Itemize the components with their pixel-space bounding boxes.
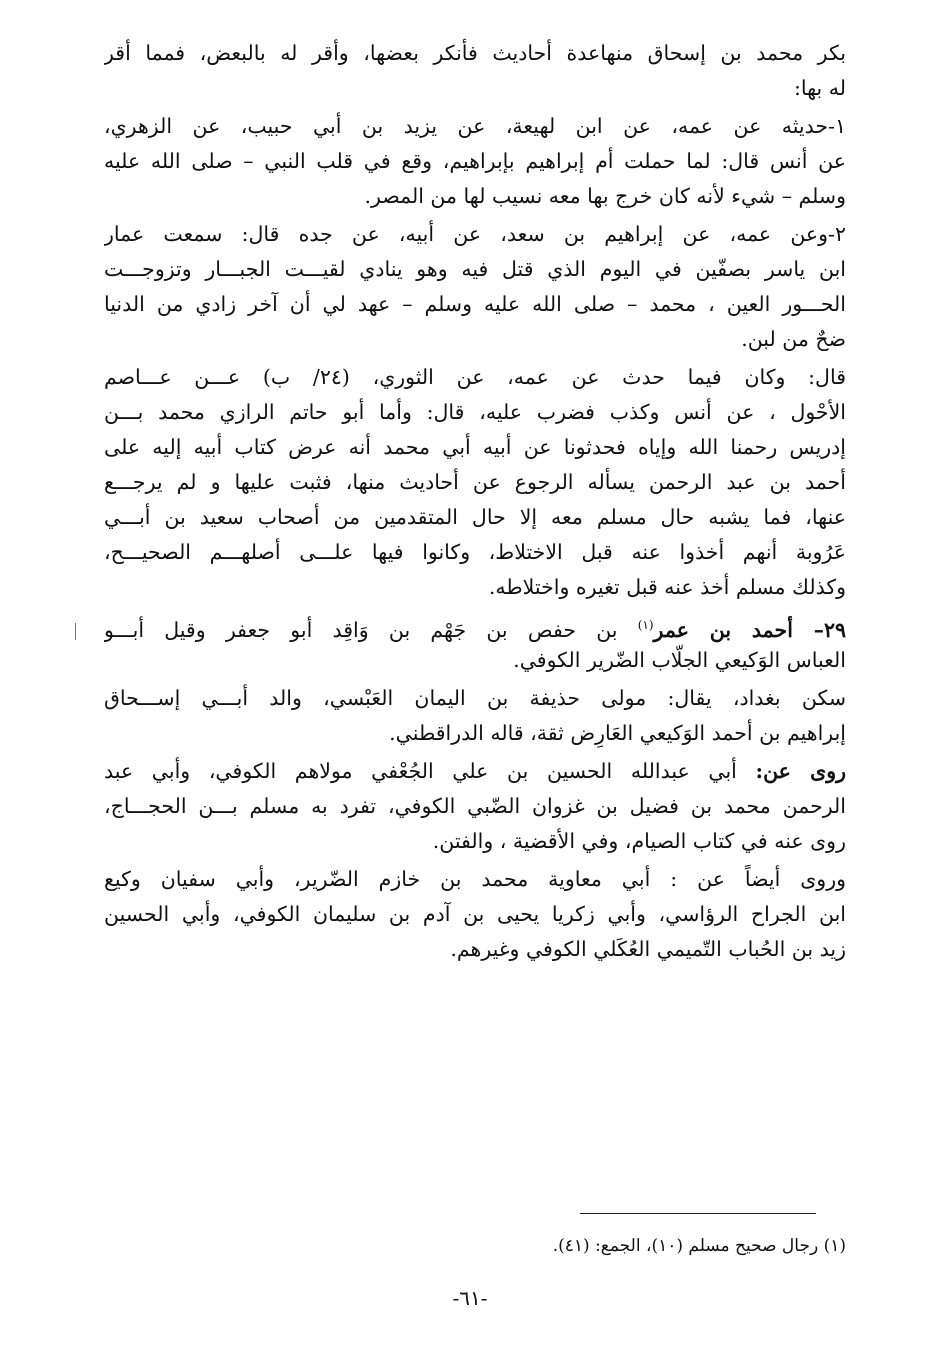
text-line — [104, 643, 846, 678]
text-line — [104, 932, 846, 967]
text-line — [104, 465, 846, 500]
page-number: -٦١- — [452, 1286, 488, 1310]
line-text: عَرُوبة أنهم أخذوا عنه قبل الاختلاط، وكانوا فيها علـــى أصلهـــم الصحيـــح، — [104, 540, 846, 564]
text-line — [104, 681, 846, 716]
line-text: الرحمن محمد بن فضيل بن غزوان الضّبي الكوفي، تفرد به مسلم بـــن الحجـــاج، — [104, 794, 846, 818]
line-text: ١-حديثه عن عمه، عن ابن لهيعة، عن يزيد بن أبي حبيب، عن الزهري، — [104, 114, 846, 138]
line-text: الحـــور العين ، محمد – صلى الله عليه وسلم – عهد لي أن آخر زادي من الدنيا — [104, 292, 846, 316]
text-line — [104, 36, 846, 71]
line-text: ابن ياسر بصفّين في اليوم الذي قتل فيه وهو ينادي لقيـــت الجبـــار وتزوجـــت — [104, 257, 846, 281]
line-text: ابن الجراح الرؤاسي، وأبي زكريا يحيى بن آدم بن سليمان الكوفي، وأبي الحسين — [104, 902, 846, 926]
entry-heading: ٢٩– أحمد بن عمر — [653, 617, 846, 642]
text-line — [104, 789, 846, 824]
text-line — [104, 897, 846, 932]
line-text: سكن بغداد، يقال: مولى حذيفة بن اليمان العَبْسي، والد أبـــي إســـحاق — [104, 686, 846, 710]
line-text: وسلم – شيء لأنه كان خرج بها معه نسيب لها من المصر. — [364, 184, 846, 208]
text-line — [104, 754, 846, 789]
line-text: العباس الوَكيعي الجلّاب الضّرير الكوفي. — [513, 648, 846, 672]
text-line — [104, 608, 846, 643]
text-line — [104, 360, 846, 395]
text-line — [104, 824, 846, 859]
text-line — [104, 535, 846, 570]
text-line — [104, 862, 846, 897]
text-line — [104, 179, 846, 214]
line-text: أبي عبدالله الحسين بن علي الجُعْفي مولاهم الكوفي، وأبي عبد — [104, 759, 756, 783]
line-text: روى عنه في كتاب الصيام، وفي الأقضية ، والفتن. — [432, 829, 846, 853]
line-text: عن أنس قال: لما حملت أم إبراهيم بإبراهيم، وقع في قلب النبي – صلى الله عليه — [104, 149, 846, 173]
line-text: الأحْول ، عن أنس وكذب فضرب عليه، قال: وأما أبو حاتم الرازي محمد بـــن — [104, 400, 846, 424]
text-line — [104, 322, 846, 357]
line-text: إبراهيم بن أحمد الوَكيعي العَارِض ثقة، قاله الدراقطني. — [389, 721, 846, 745]
text-line — [104, 395, 846, 430]
margin-mark — [75, 623, 76, 640]
text-line — [104, 144, 846, 179]
line-text: ٢-وعن عمه، عن إبراهيم بن سعد، عن أبيه، عن جده قال: سمعت عمار — [104, 222, 846, 246]
line-text: إدريس رحمنا الله وإياه فحدثونا عن أبيه أبي محمد أنه عرض كتاب أبيه إليه على — [104, 435, 846, 459]
line-text: وكذلك مسلم أخذ عنه قبل تغيره واختلاطه. — [488, 575, 846, 599]
line-text: قال: وكان فيما حدث عن عمه، عن الثوري، (٢٤/ ب) عـــن عـــاصم — [104, 365, 846, 389]
entry-heading: روى عن: — [755, 759, 846, 783]
text-line — [104, 430, 846, 465]
text-line — [104, 71, 846, 106]
line-text: أحمد بن عبد الرحمن يسأله الرجوع عن أحاديث منها، فثبت عليها و لم يرجـــع — [104, 470, 846, 494]
footnote: (١) رجال صحيح مسلم (١٠)، الجمع: (٤١). — [552, 1236, 846, 1256]
line-text: ضحٌ من لبن. — [741, 327, 846, 351]
text-line — [104, 217, 846, 252]
line-text: له بها: — [793, 76, 846, 100]
line-text: بكر محمد بن إسحاق منهاعدة أحاديث فأنكر بعضها، وأقر له بالبعض، فمما أقر — [104, 41, 846, 65]
footnote-reference: (١) — [637, 618, 654, 632]
line-text: زيد بن الحُباب التّميمي العُكَلي الكوفي وغيرهم. — [450, 937, 846, 961]
text-line — [104, 500, 846, 535]
main-text — [104, 36, 846, 967]
text-line — [104, 287, 846, 322]
line-text: بن حفص بن جَهْم بن وَاقِد أبو جعفر وقيل أبـــو — [104, 617, 638, 642]
line-text: عنها، فما يشبه حال مسلم معه إلا حال المتقدمين من أصحاب سعيد بن أبـــي — [104, 505, 846, 529]
text-line — [104, 252, 846, 287]
text-line — [104, 570, 846, 605]
footnote-separator — [580, 1213, 816, 1214]
line-text: وروى أيضاً عن : أبي معاوية محمد بن خازم الضّرير، وأبي سفيان وكيع — [104, 867, 846, 891]
text-line — [104, 109, 846, 144]
text-line — [104, 716, 846, 751]
